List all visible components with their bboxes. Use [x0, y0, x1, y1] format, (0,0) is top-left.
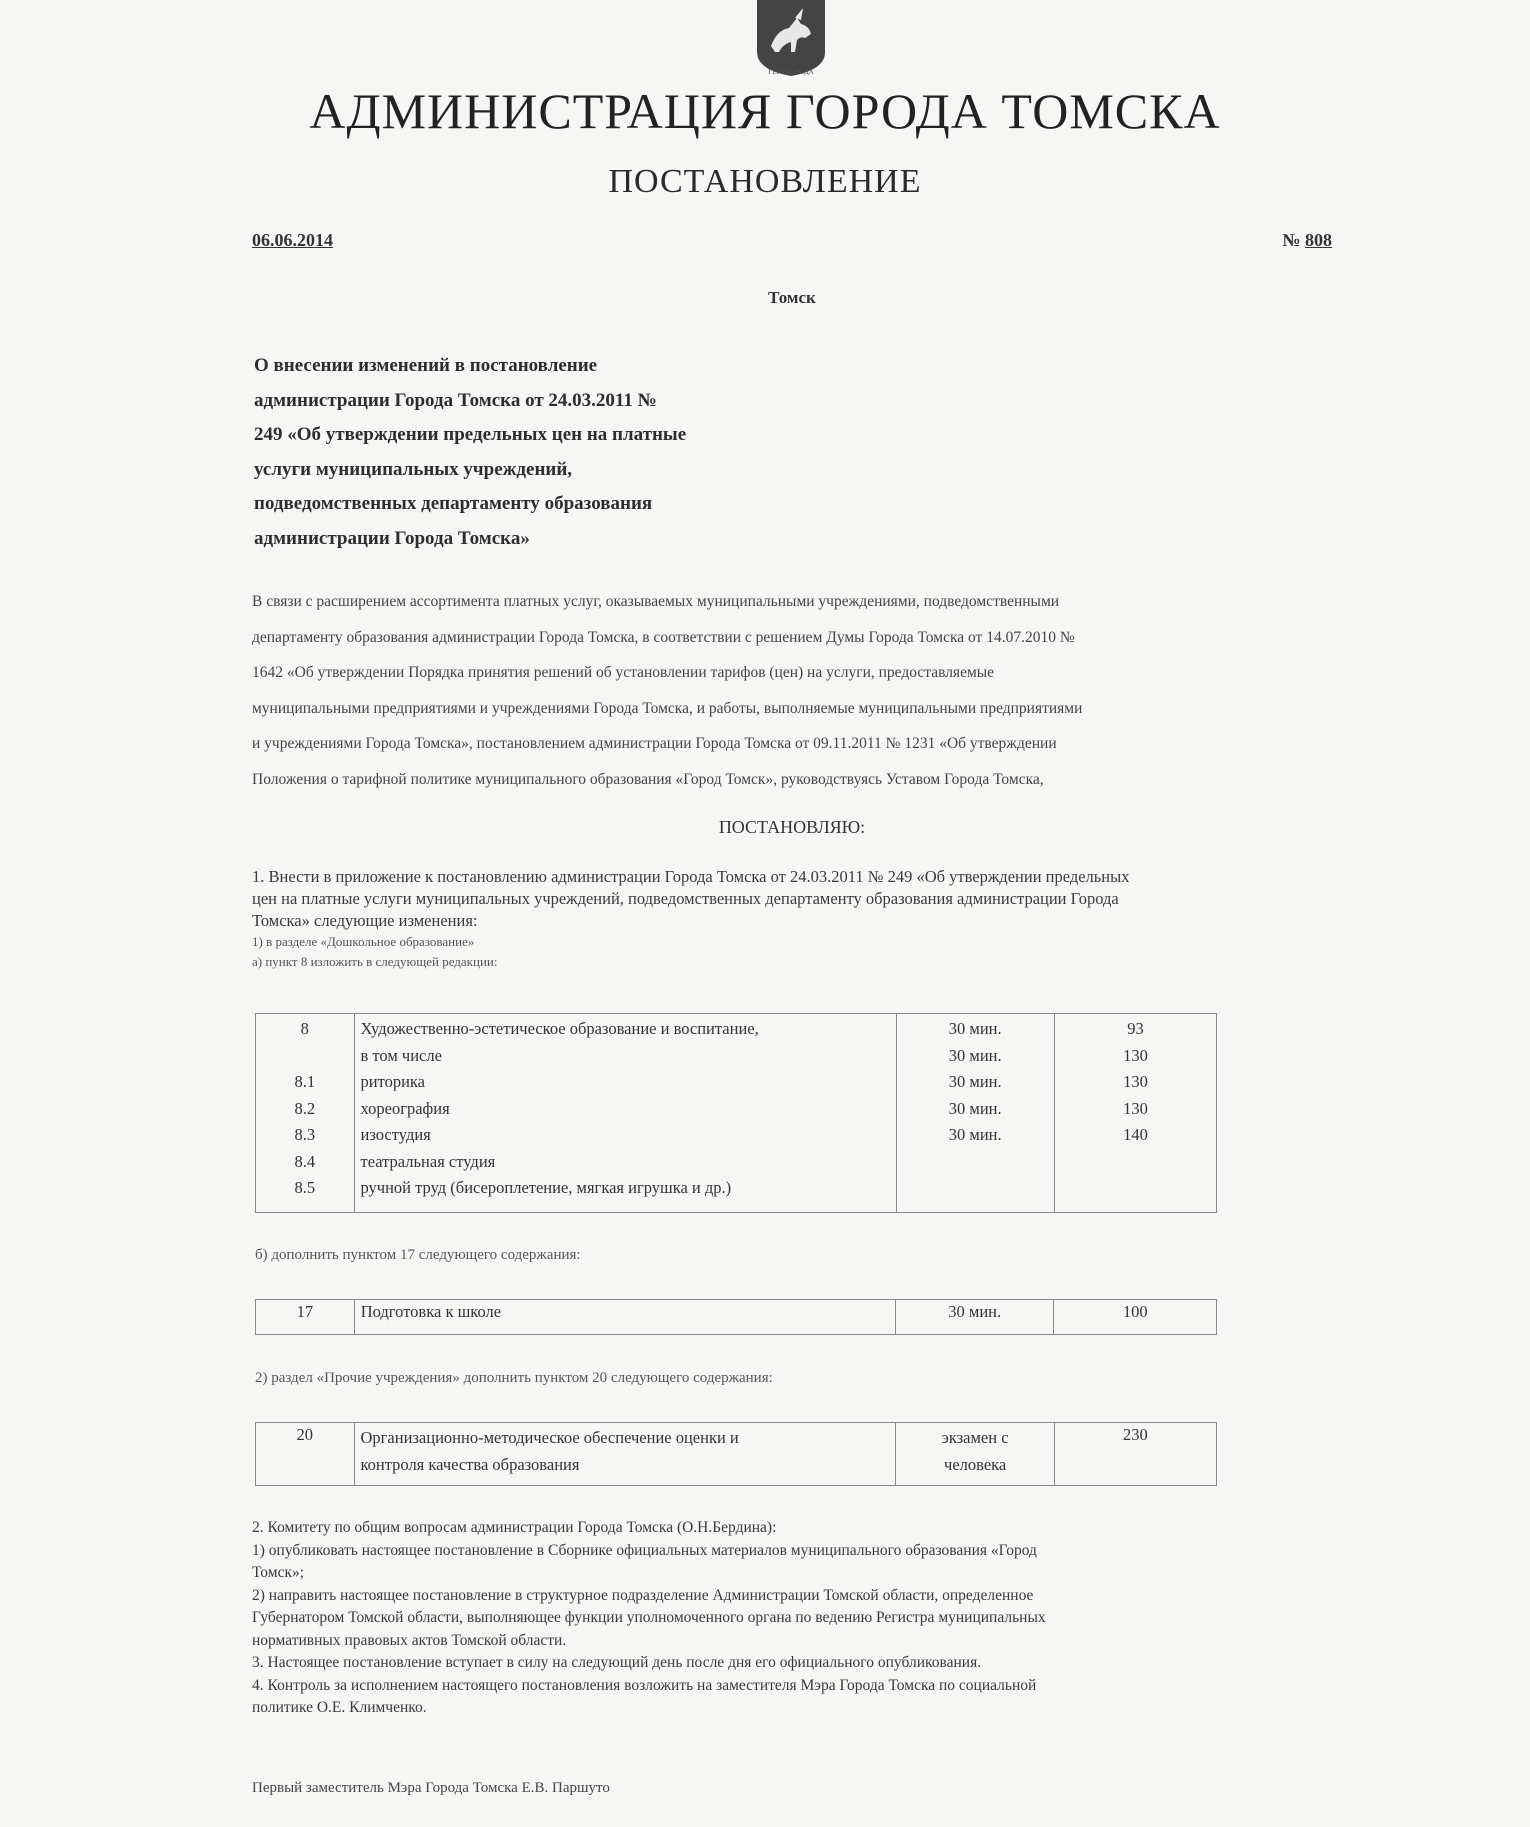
service-unit: 30 мин. [948, 1072, 1002, 1091]
service-price: 100 [1054, 1300, 1217, 1335]
table-row [256, 1300, 1217, 1335]
service-price: 130 [1123, 1072, 1148, 1091]
item2-line: 2. Комитету по общим вопросам администрации Города Томска (О.Н.Бердина): [252, 1519, 777, 1536]
item-number: 17 [256, 1300, 355, 1335]
service-name: театральная студия [360, 1151, 496, 1171]
subject-line: администрации Города Томска от 24.03.2011 № [254, 389, 657, 411]
preamble-line: Положения о тарифной политике муниципального образования «Город Томск», руководствуясь Уставом Города Томска, [252, 770, 1044, 788]
item-number: 8.2 [294, 1098, 316, 1118]
item2-line: 1) опубликовать настоящее постановление в Сборнике официальных материалов муниципального образования «Город [252, 1541, 1037, 1559]
tariff-table-other [255, 1422, 1217, 1486]
service-unit-line: человека [944, 1454, 1007, 1474]
item2-line: Томск»; [252, 1564, 305, 1581]
item1-subline: а) пункт 8 изложить в следующей редакции: [252, 954, 498, 969]
service-unit: 30 мин. [948, 1045, 1002, 1065]
preamble-line: 1642 «Об утверждении Порядка принятия решений об установлении тарифов (цен) на услуги, предоставляемые [252, 664, 995, 681]
item1-line: цен на платные услуги муниципальных учреждений, подведомственных департаменту образования администрации Города [252, 889, 1119, 908]
preamble-line: В связи с расширением ассортимента платных услуг, оказываемых муниципальными учреждениями, подведомственными [252, 593, 1060, 610]
preamble-line: и учреждениями Города Томска», постановлением администрации Города Томска от 09.11.2011 № 1231 «Об утверждении [252, 735, 1057, 752]
document-number [1282, 230, 1332, 251]
item1-line: Томска» следующие изменения: [252, 911, 478, 930]
service-price: 140 [1123, 1125, 1148, 1144]
subject-line: услуги муниципальных учреждений, [254, 458, 573, 480]
note-item-17: б) дополнить пунктом 17 следующего содержания: [255, 1247, 581, 1263]
service-name-line: Организационно-методическое обеспечение оценки и [360, 1428, 739, 1447]
crest-caption: ГЕРБ ГОРОДА [768, 68, 814, 76]
service-price: 230 [1054, 1423, 1216, 1486]
item-number [262, 1043, 348, 1070]
service-price: 130 [1123, 1045, 1148, 1065]
document-subject [254, 349, 874, 556]
item1-line: 1. Внести в приложение к постановлению администрации Города Томска от 24.03.2011 № 249 «Об утверждении предельных [252, 867, 1130, 886]
decree-word: ПОСТАНОВЛЯЮ: [718, 817, 866, 837]
service-unit [896, 1423, 1054, 1486]
service-name: хореография [360, 1098, 450, 1118]
city-crest-icon [751, 0, 831, 78]
subject-line: 249 «Об утверждении предельных цен на платные [254, 424, 687, 445]
item-number-column [256, 1014, 355, 1213]
service-unit: 30 мин. [948, 1019, 1002, 1038]
service-name [354, 1423, 896, 1486]
service-price: 130 [1123, 1098, 1148, 1118]
table-row [256, 1014, 1217, 1213]
service-unit: 30 мин. [948, 1125, 1002, 1144]
item-number: 8.3 [294, 1125, 316, 1144]
table-row [256, 1423, 1217, 1486]
service-unit: 30 мин. [895, 1300, 1054, 1335]
number-value: 808 [1305, 230, 1332, 250]
item-number: 8.1 [294, 1072, 316, 1091]
service-name: Подготовка к школе [354, 1300, 895, 1335]
service-unit-line: экзамен с [941, 1428, 1009, 1447]
price-column [1054, 1014, 1216, 1213]
service-unit: 30 мин. [948, 1098, 1002, 1118]
service-price: 93 [1127, 1019, 1144, 1038]
service-name: изостудия [360, 1125, 431, 1144]
preamble-line: муниципальными предприятиями и учреждениями Города Томска, и работы, выполняемые муниципальными предприятиями [252, 699, 1083, 717]
unit-column [896, 1014, 1054, 1213]
service-name: риторика [360, 1072, 426, 1091]
tariff-table-preschool [255, 1013, 1217, 1213]
item1-subline: 1) в разделе «Дошкольное образование» [252, 934, 475, 949]
item-2-4 [252, 1517, 1328, 1720]
item2-line: 3. Настоящее постановление вступает в силу на следующий день после дня его официального опубликования. [252, 1654, 982, 1671]
note-item-20: 2) раздел «Прочие учреждения» дополнить пунктом 20 следующего содержания: [255, 1370, 773, 1386]
item2-line: политике О.Е. Климченко. [252, 1699, 427, 1716]
service-name-line: контроля качества образования [360, 1454, 580, 1474]
preamble-line: департаменту образования администрации Города Томска, в соответствии с решением Думы Города Томска от 14.07.2010 № [252, 628, 1075, 646]
item2-line: 4. Контроль за исполнением настоящего постановления возложить на заместителя Мэра Города Томска по социальной [252, 1676, 1037, 1694]
document-city: Томск [768, 288, 816, 307]
document-type: ПОСТАНОВЛЕНИЕ [608, 163, 922, 200]
document-date: 06.06.2014 [252, 230, 333, 250]
service-name: в том числе [360, 1045, 442, 1065]
item2-line: нормативных правовых актов Томской области. [252, 1631, 567, 1649]
subject-line: подведомственных департаменту образования [254, 493, 653, 514]
item-number: 8 [300, 1019, 309, 1038]
preamble [252, 584, 1328, 797]
service-name: ручной труд (бисероплетение, мягкая игрушка и др.) [360, 1178, 732, 1197]
tariff-table-school-prep [255, 1299, 1217, 1335]
item2-line: 2) направить настоящее постановление в структурное подразделение Администрации Томской области, определенное [252, 1586, 1034, 1604]
organization-title: АДМИНИСТРАЦИЯ ГОРОДА ТОМСКА [309, 83, 1221, 139]
service-name: Художественно-эстетическое образование и воспитание, [360, 1019, 759, 1038]
item-number: 20 [256, 1423, 355, 1486]
item-number: 8.5 [294, 1178, 316, 1197]
number-prefix: № [1282, 230, 1301, 250]
subject-line: администрации Города Томска» [254, 527, 530, 549]
subject-line: О внесении изменений в постановление [254, 355, 598, 376]
item-number: 8.4 [294, 1151, 316, 1171]
item2-line: Губернатором Томской области, выполняющее функции уполномоченного органа по ведению Регистра муниципальных [252, 1609, 1046, 1626]
item-1 [252, 866, 1322, 972]
signature-line: Первый заместитель Мэра Города Томска Е.В. Паршуто [252, 1780, 610, 1796]
service-name-column [354, 1014, 896, 1213]
